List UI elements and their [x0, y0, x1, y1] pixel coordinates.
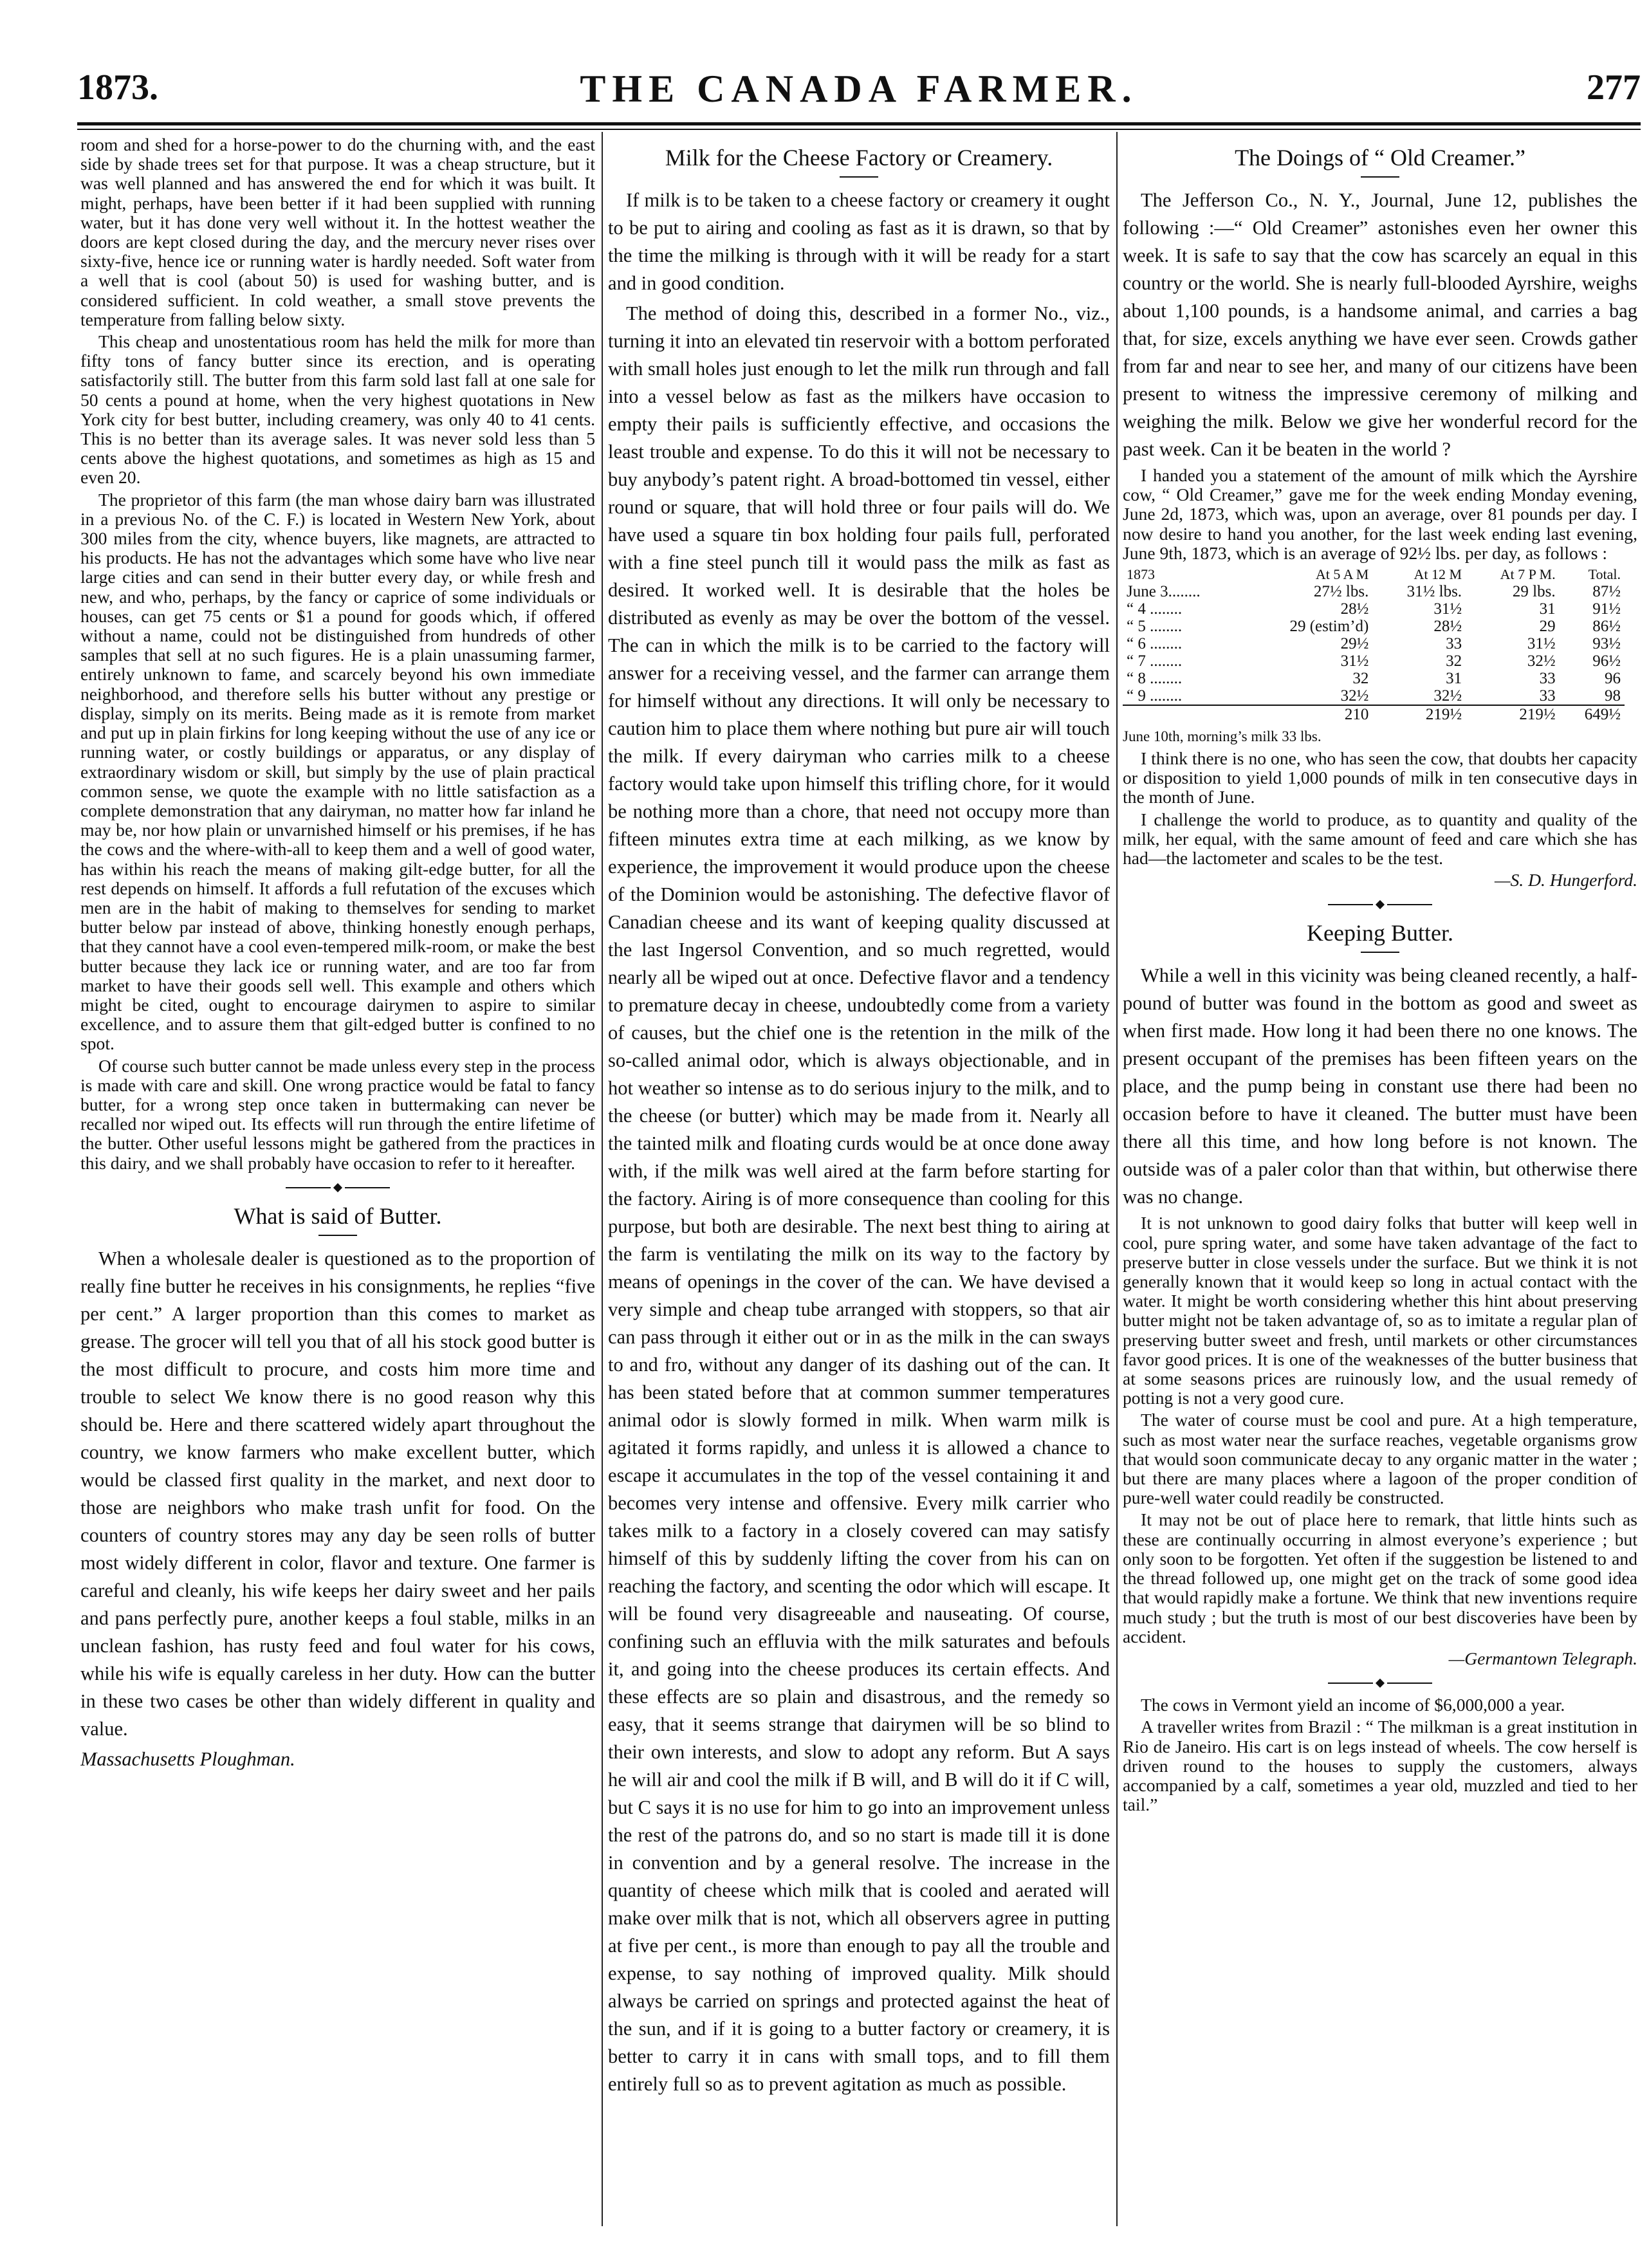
section-ornament — [1123, 899, 1637, 910]
table-cell: “ 8 ........ — [1127, 670, 1183, 688]
article-paragraph: If milk is to be taken to a cheese factory or creamery it ought to be put to airing and cooling as fast as it is drawn, so that by the time the milking is through with it will be ready for a start and in good condition. — [608, 189, 1110, 294]
page-number: 277 — [1587, 68, 1641, 107]
table-cell: 93½ — [1592, 635, 1621, 653]
table-total-cell — [1123, 705, 1244, 723]
table-cell: 96½ — [1592, 652, 1621, 670]
article-paragraph: The Jefferson Co., N. Y., Journal, June 12, publishes the following :—“ Old Creamer” astonishes even her owner this week. It is safe to say that the cow has scarcely an equal in this country or the world. She is nearly full-blooded Ayrshire, weighs about 1,100 pounds, is a handsome animal, and carries a bag that, for size, excels anything we have ever seen. Crowds gather from far and near to see her, and many of our citizens have been present to witness the impressive ceremony of milking and weighing the milk. Below we give her wonderful record for the past week. Can it be beaten in the world ? — [1123, 189, 1637, 460]
table-cell: June 3........ — [1127, 583, 1201, 601]
article-paragraph: A traveller writes from Brazil : “ The milkman is a great institution in Rio de Janeiro. His cart is on legs instead of wheels. The cow herself is driven round to the houses to supply the customers, always accompanied by a calf, sometimes a year old, muzzled and tied to her tail.” — [1123, 1717, 1637, 1815]
article-heading: The Doings of “ Old Creamer.” — [1235, 145, 1525, 171]
table-cell: “ 7 ........ — [1127, 652, 1183, 670]
table-cell: 29 — [1539, 618, 1556, 636]
article-paragraph: Of course such butter cannot be made unless every step in the process is made with care and skill. One wrong practice would be fatal to fancy butter, for a wrong step once taken in buttermaking can never be recalled nor wiped out. Its effects will run through the entire lifetime of the butter. Other useful lessons might be gathered from the practices in this dairy, and we shall probably have occasion to refer to it hereafter. — [80, 1055, 595, 1173]
header-year: 1873. — [77, 68, 158, 107]
table-header-cell: At 5 A M — [1315, 566, 1369, 583]
table-cell: 31½ — [1527, 635, 1556, 653]
table-row — [1123, 670, 1625, 687]
article-paragraph: It is not unknown to good dairy folks that butter will keep well in cool, pure spring water, and some have taken advantage of the fact to preserve butter in close vessels under the surface. But we think it is not generally known that it would keep so long in actual contact with the water. It might be worth considering whether this hint about preserving butter might not be taken advantage of, so as to imitate a regular plan of preserving butter sweet and fresh, until markets or other circumstances favor good prices. It is one of the weaknesses of the butter business that at some seasons prices are ruinously low, and the usual remedy of potting is not a very good cure. — [1123, 1213, 1637, 1408]
table-cell: 28½ — [1340, 600, 1369, 618]
table-cell: 33 — [1446, 635, 1462, 653]
article-paragraph: When a wholesale dealer is questioned as to the proportion of really fine butter he receives in his consignments, he replies “five per cent.” A larger proportion than this comes to market as grease. The grocer will tell you that of all his stock good butter is the most difficult to procure, and costs him more time and trouble to select We know there is no good reason why this should be. Here and there scattered widely apart throughout the country, we know farmers who make excellent butter, which would be classed first quality in the market, and next door to those are neighbors who make trash unfit for food. On the counters of country stores may any day be seen rolls of butter most widely different in color, flavor and texture. One farmer is careful and cleanly, his wife keeps her dairy sweet and her pails and pans perfectly pure, another keeps a foul stable, milks in an unclean fashion, has rusty feed and foul water for his cows, while his wife is equally careless in her duty. How can the butter in these two cases be other than widely different in quality and value. — [80, 1247, 595, 1740]
article-paragraph: The cows in Vermont yield an income of $6,000,000 a year. — [1141, 1695, 1565, 1715]
table-cell: 31½ — [1340, 652, 1369, 670]
table-cell: 32½ — [1340, 687, 1369, 705]
article-heading: What is said of Butter. — [234, 1203, 442, 1229]
section-ornament — [1123, 1677, 1637, 1689]
table-cell: “ 9 ........ — [1127, 687, 1183, 705]
article-source: Massachusetts Ploughman. — [80, 1747, 295, 1770]
article-paragraph: The method of doing this, described in a former No., viz., turning it into an elevated tin reservoir with a bottom perforated with small holes just enough to let the milk run through and fall into a vessel below as fast as the milkers have occasion to empty their pails is sufficiently effective, and occasions the least trouble and expense. To do this it will not be necessary to buy anybody’s patent right. A broad-bottomed tin vessel, either round or square, that will hold three or four pails will do. We have used a square tin box holding four pails full, perforated with a fine steel punch till it would pass the milk as fast as desired. It worked well. It is desirable that the holes be distributed as evenly as may be over the bottom of the vessel. The can in which the milk is to be carried to the factory will answer for a receiving vessel, and the farmer can arrange them for himself without any directions. It will only be necessary to caution him to place them where nothing but pure air will touch the milk. If every dairyman who carries milk to a cheese factory would take upon himself this trifling chore, for it would be nothing more than a chore, that need not occupy more than fifteen minutes extra time at each milking, as we know by experience, the improvement it would produce upon the cheese of the Dominion would be astonishing. The defective flavor of Canadian cheese and its want of keeping quality discussed at the last Ingersol Convention, and so much regretted, would nearly all be wiped out at once. Defective flavor and a tendency to premature decay in cheese, undoubtedly come from a variety of causes, but the chief one is the retention in the milk of the so-called animal odor, which is always objectionable, and in hot weather so intense as to do serious injury to the milk, and to the cheese (or butter) which may be made from it. Nearly all the tainted milk and floating curds would be at once done away with, if the milk was well aired at the farm before starting for the factory. Airing is of more consequence than cooling for this purpose, but both are desirable. The next best thing to airing at the farm is ventilating the milk on its way to the factory by means of openings in the cover of the can. We have devised a very simple and cheap tube arranged with stoppers, so that air can pass through it either out or in as the milk in the can sways to and fro, without any danger of its dashing out of the can. It has been stated before that at common summer temperatures animal odor is slowly formed in milk. When warm milk is agitated it forms rapidly, and unless it is allowed a chance to escape it accumulates in the top of the vessel containing it and becomes very intense and offensive. Every milk carrier who takes milk to a factory in a closely covered can may satisfy himself of this by suddenly lifting the cover from his can on reaching the factory, and scenting the odor which will escape. It will be found very disagreeable and nauseating. Of course, confining such an effluvia with the milk saturates and befouls it, and going into the cheese produces its certain effects. And these effects are so plain and disastrous, and the remedy so easy, that it seems strange that dairymen will be so blind to their own interests, and slow to adopt any reform. But A says he will air and cool the milk if B will, and B will do it if C will, but C says it is no use for him to go into an improvement unless the rest of the patrons do, and so no start is made till it is done in convention and by a general resolve. The increase in the quantity of cheese which milk that is cooled and aerated will make over milk that is not, which all observers agree in putting at five per cent., is more than enough to pay all the trouble and expense, to say nothing of improved quality. Milk should always be carried on springs and protected against the heat of the sun, and if it is going to a butter factory or creamery, it is better to carry it in cans with small tops, and to fill them entirely full so as to prevent agitation as much as possible. — [608, 302, 1110, 2095]
article-signature: —S. D. Hungerford. — [1494, 870, 1637, 890]
table-header-cell: At 7 P M. — [1500, 566, 1556, 583]
table-cell: 33 — [1539, 670, 1556, 688]
article-paragraph: The proprietor of this farm (the man whose dairy barn was illustrated in a previous No. of the C. F.) is located in Western New York, about 300 miles from the city, whence buyers, like magnets, are attracted to his products. He has not the advantages which some have who live near large cities and can send in their butter every day, or while fresh and new, and who, perhaps, by the fancy or caprice of some individuals or houses, can get 75 cents or $1 a pound for goods which, if offered without a name, could not be distinguished from hundreds of other samples that sell at no such figures. He is a plain unassuming farmer, entirely unknown to fame, and scarcely beyond his own immediate neighborhood, and therefore sells his butter without any prestige or display, simply on its merits. Being made as it is remote from market and put up in plain firkins for long keeping without the use of any ice or running water, or costly buildings or apparatus, or any display of extraordinary wisdom or skill, but simply by the use of plain practical common sense, we quote the example with no little satisfaction as a complete demonstration that any dairyman, no matter how far inland he may be, nor how plain or unvarnished himself or his premises, if he has the cows and the where-with-all to keep them and a well of good water, has within his reach the means of making gilt-edge butter, for all the rest depends on himself. It affords a full refutation of the excuses which men are in the habit of making to themselves for sending to market butter below par instead of above, thinking honestly enough perhaps, that they cannot have a cool even-tempered milk-room, or make the best butter because they lack ice or running water, and are too far from market to have their goods sell well. This example and others which might be cited, ought to encourage dairymen to aspire to similar excellence, and to assure them that gilt-edged butter is confined to no spot. — [80, 489, 595, 1054]
table-header-cell: Total. — [1588, 566, 1621, 583]
table-cell: 31 — [1446, 670, 1462, 688]
article-paragraph: The water of course must be cool and pure. At a high temperature, such as most water near the surface reaches, vegetable organisms grow that would soon communicate decay to any organic matter in the water ; but there are many places where a lagoon of the proper condition of pure-well water could readily be constructed. — [1123, 1410, 1637, 1508]
section-ornament — [80, 1182, 595, 1194]
column-divider-2 — [1116, 132, 1118, 2226]
table-row — [1123, 635, 1625, 652]
table-cell: 32½ — [1433, 687, 1462, 705]
table-header-cell: At 12 M — [1414, 566, 1462, 583]
table-total-cell: 210 — [1244, 705, 1372, 723]
article-paragraph: It may not be out of place here to remark, that little hints such as these are continually occurring in almost everyone’s experience ; but only soon to be forgotten. Yet often if the suggestion be listened to and the thread followed up, one might get on the track of some good idea that would rapidly make a fortune. We think that new inventions require much study ; but the truth is most of our best discoveries have been by accident. — [1123, 1509, 1637, 1646]
table-cell: 87½ — [1592, 583, 1621, 601]
article-paragraph: I handed you a statement of the amount of milk which the Ayrshire cow, “ Old Creamer,” gave me for the week ending Monday evening, June 2d, 1873, which was, upon an average, over 81 pounds per day. I now desire to hand you another, for the last week ending last evening, June 9th, 1873, which is an average of 92½ lbs. per day, as follows : — [1123, 465, 1637, 563]
table-note: June 10th, morning’s milk 33 lbs. — [1123, 728, 1322, 745]
heading-rule — [318, 1235, 357, 1236]
header-rule-thin — [77, 129, 1641, 130]
table-cell: 32 — [1446, 652, 1462, 670]
page-header — [77, 67, 1641, 117]
article-heading: Keeping Butter. — [1307, 920, 1453, 946]
table-cell: 28½ — [1433, 618, 1462, 636]
milk-record-table — [1123, 566, 1625, 723]
table-cell: 31 — [1539, 600, 1556, 618]
article-paragraph: While a well in this vicinity was being cleaned recently, a half-pound of butter was found in the bottom as good and sweet as when first made. How long it had been there no one knows. The present occupant of the premises has been fifteen years on the place, and the pump being in constant use there had been no occasion before to have it cleaned. The butter must have been there all this time, and how long before is not known. The outside was of a paler color than that within, but otherwise there was no change. — [1123, 964, 1637, 1208]
column-divider-1 — [602, 132, 603, 2226]
table-total-cell: 219½ — [1372, 705, 1466, 723]
table-cell: 29 lbs. — [1512, 583, 1556, 601]
table-row — [1123, 583, 1625, 600]
article-paragraph: This cheap and unostentatious room has held the milk for more than fifty tons of fancy butter since its erection, and is operating satisfactorily still. The butter from this farm sold last fall at one sale for 50 cents a pound at home, when the very highest quotations in New York city for best butter, including creamery, was only 40 to 41 cents. This is no better than its average sales. It was never sold less than 5 cents above the highest quotations, and sometimes as high as 15 and even 20. — [80, 331, 595, 488]
column-1 — [80, 135, 595, 2223]
table-cell: 32½ — [1527, 652, 1556, 670]
article-paragraph: I challenge the world to produce, as to quantity and quality of the milk, her equal, with the same amount of feed and care which she has had—the lactometer and scales to be the test. — [1123, 809, 1637, 869]
table-total-row — [1123, 705, 1625, 723]
table-total-cell: 219½ — [1466, 705, 1560, 723]
table-cell: 96 — [1605, 670, 1621, 688]
header-rule — [77, 122, 1641, 125]
table-row — [1123, 652, 1625, 670]
heading-rule — [1361, 952, 1399, 953]
table-cell: 27½ lbs. — [1313, 583, 1369, 601]
column-3 — [1123, 135, 1637, 2223]
article-paragraph: room and shed for a horse-power to do the churning with, and the east side by shade trees set for that purpose. It was a cheap structure, but it was well planned and has answered the end for which it was built. It might, perhaps, have been better if it had been supplied with running water, but it has done very well without it. In the hottest weather the doors are kept closed during the day, and the mercury never rises over sixty-five, hence ice or running water is hardly needed. Soft water from a well that is cool (about 50) is used for washing butter, and is considered sufficient. In cold weather, a small stove prevents the temperature from falling below sixty. — [80, 135, 595, 329]
article-source: —Germantown Telegraph. — [1448, 1648, 1637, 1668]
table-row — [1123, 600, 1625, 618]
table-cell: 31½ — [1433, 600, 1462, 618]
table-cell: 33 — [1539, 687, 1556, 705]
table-cell: “ 6 ........ — [1127, 635, 1183, 653]
heading-rule — [840, 176, 878, 178]
table-cell: 29½ — [1340, 635, 1369, 653]
table-cell: 31½ lbs. — [1406, 583, 1462, 601]
table-cell: “ 4 ........ — [1127, 600, 1183, 618]
table-cell: 98 — [1605, 687, 1621, 705]
table-cell: 86½ — [1592, 618, 1621, 636]
table-cell: 29 (estim’d) — [1289, 618, 1369, 636]
table-row — [1123, 687, 1625, 705]
masthead-title: THE CANADA FARMER. — [580, 68, 1138, 110]
table-cell: “ 5 ........ — [1127, 618, 1183, 636]
heading-rule — [1361, 176, 1399, 178]
table-total-cell: 649½ — [1560, 705, 1625, 723]
table-cell: 91½ — [1592, 600, 1621, 618]
article-heading: Milk for the Cheese Factory or Creamery. — [665, 145, 1053, 171]
table-header-cell: 1873 — [1127, 566, 1155, 583]
table-row — [1123, 618, 1625, 635]
table-cell: 32 — [1352, 670, 1369, 688]
article-paragraph: I think there is no one, who has seen the cow, that doubts her capacity or disposition to yield 1,000 pounds of milk in ten consecutive days in the month of June. — [1123, 748, 1637, 807]
column-2 — [608, 135, 1110, 2223]
